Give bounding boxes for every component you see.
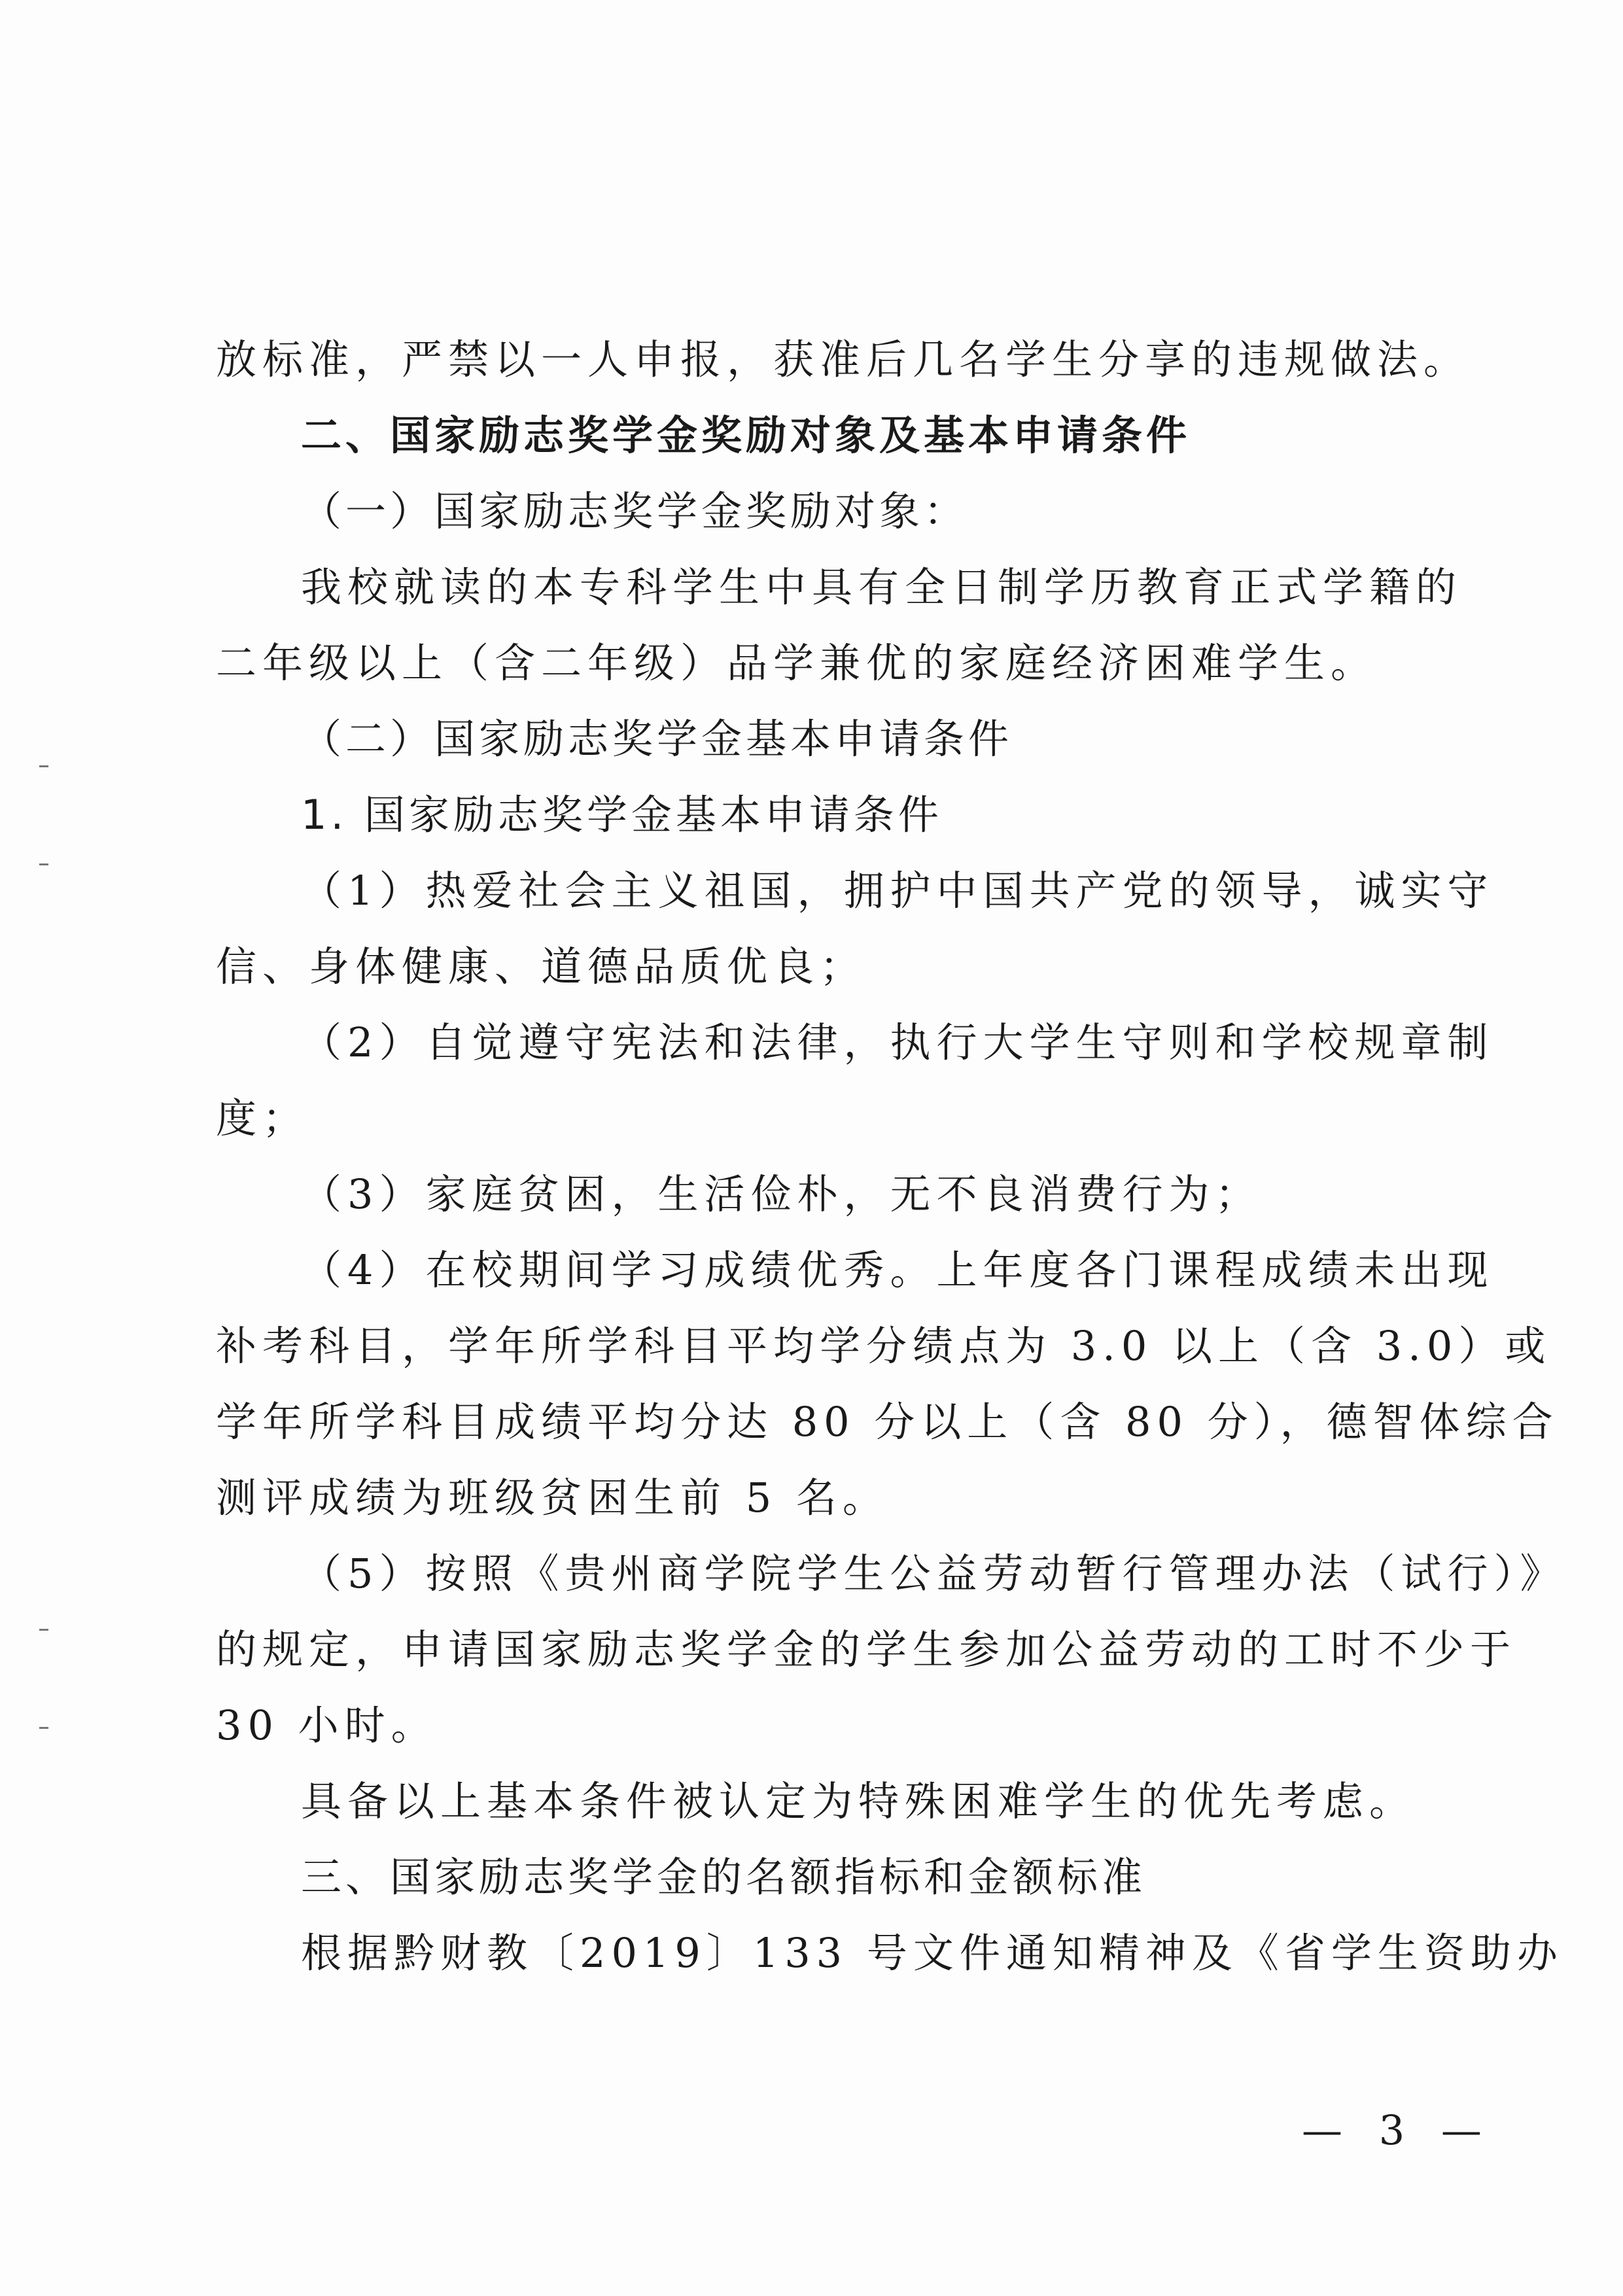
- list-item: （2）自觉遵守宪法和法律，执行大学生守则和学校规章制: [301, 1018, 1494, 1066]
- paragraph-line: 信、身体健康、道德品质优良；: [216, 943, 867, 990]
- list-item: （5）按照《贵州商学院学生公益劳动暂行管理办法（试行）》: [301, 1550, 1567, 1597]
- list-heading: 1. 国家励志奖学金基本申请条件: [301, 791, 943, 839]
- scan-mark: [39, 863, 48, 865]
- scan-mark: [39, 765, 48, 767]
- paragraph-line: 测评成绩为班级贫困生前 5 名。: [216, 1474, 889, 1522]
- subsection-heading: （一）国家励志奖学金奖励对象：: [301, 487, 969, 535]
- list-item: （4）在校期间学习成绩优秀。上年度各门课程成绩未出现: [301, 1246, 1494, 1294]
- section-heading: 二、国家励志奖学金奖励对象及基本申请条件: [301, 411, 1191, 459]
- page-number: — 3 —: [1302, 2106, 1493, 2154]
- list-item: （1）热爱社会主义祖国，拥护中国共产党的领导，诚实守: [301, 867, 1494, 914]
- paragraph-line: 放标准，严禁以一人申报，获准后几名学生分享的违规做法。: [216, 336, 1471, 383]
- paragraph-line: 的规定，申请国家励志奖学金的学生参加公益劳动的工时不少于: [216, 1626, 1517, 1673]
- section-heading: 三、国家励志奖学金的名额指标和金额标准: [301, 1853, 1147, 1901]
- list-item: （3）家庭贫困，生活俭朴，无不良消费行为；: [301, 1170, 1262, 1218]
- scan-mark: [39, 1629, 48, 1631]
- paragraph-line: 度；: [216, 1094, 309, 1142]
- paragraph-line: 30 小时。: [216, 1701, 438, 1749]
- paragraph-line: 我校就读的本专科学生中具有全日制学历教育正式学籍的: [301, 563, 1463, 611]
- paragraph-line: 根据黔财教〔2019〕133 号文件通知精神及《省学生资助办: [301, 1929, 1563, 1977]
- scan-mark: [39, 1727, 48, 1729]
- subsection-heading: （二）国家励志奖学金基本申请条件: [301, 715, 1013, 763]
- paragraph-line: 学年所学科目成绩平均分达 80 分以上（含 80 分），德智体综合: [216, 1398, 1559, 1446]
- paragraph-line: 补考科目，学年所学科目平均学分绩点为 3.0 以上（含 3.0）或: [216, 1322, 1552, 1370]
- paragraph-line: 具备以上基本条件被认定为特殊困难学生的优先考虑。: [301, 1777, 1416, 1825]
- paragraph-line: 二年级以上（含二年级）品学兼优的家庭经济困难学生。: [216, 639, 1378, 687]
